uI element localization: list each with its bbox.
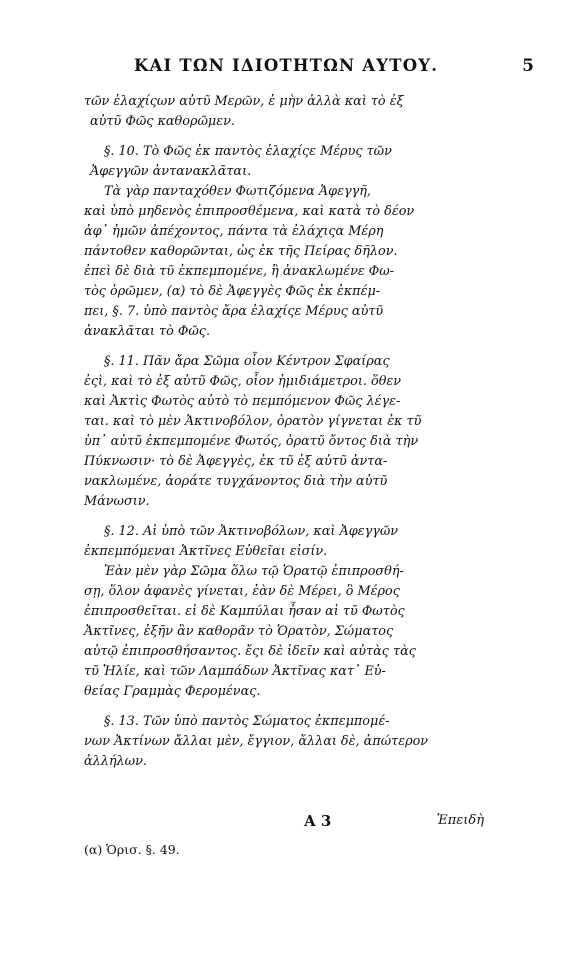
text-line: Μάνωσιν.	[84, 494, 150, 509]
text-line: ὑπ᾽ αὐτῦ ἐκπεμπομένε Φωτός, ὁρατῦ ὄντος διὰ τὴν	[84, 434, 419, 449]
text-line: Ἀφεγγῶν ἀντανακλᾶται.	[90, 164, 252, 179]
signature-mark: A 3	[304, 812, 332, 830]
section-heading: §. 13. Τῶν ὑπὸ παντὸς Σώματος ἐκπεμπομέ-	[104, 714, 390, 729]
text-line: πει, §. 7. ὑπὸ παντὸς ἄρα ἐλαχίςε Μέρυς αὐτῦ	[84, 304, 384, 319]
text-line: πάντοθεν καθορῶνται, ὡς ἐκ τῆς Πείρας δῆλον.	[84, 244, 398, 259]
text-line: νων Ἀκτίνων ἄλλαι μὲν, ἔγγιον, ἄλλαι δὲ, ἀπώτερον	[84, 734, 429, 749]
text-line: ἐςὶ, καὶ τὸ ἐξ αὐτῦ Φῶς, οἷον ἡμιδιάμετροι. ὅθεν	[84, 374, 402, 389]
text-line: καὶ ὑπὸ μηδενὸς ἐπιπροσθέμενα, καὶ κατὰ τὸ δέον	[84, 204, 415, 219]
text-line: σῃ, ὅλον ἀφανὲς γίνεται, ἐὰν δὲ Μέρει, ὃ Μέρος	[84, 584, 400, 599]
text-line: ἐκπεμπόμεναι Ἀκτῖνες Εὐθεῖαι εἰσίν.	[84, 544, 328, 559]
text-line: ἀλλήλων.	[84, 754, 147, 769]
section-heading: §. 12. Αἱ ὑπὸ τῶν Ἀκτινοβόλων, καὶ Ἀφεγγῶν	[104, 524, 399, 539]
text-line: ται. καὶ τὸ μὲν Ἀκτινοβόλον, ὁρατὸν γίγνεται ἐκ τῦ	[84, 414, 422, 429]
catchword: Ἐπειδὴ	[436, 813, 484, 828]
section-heading: §. 11. Πᾶν ἄρα Σῶμα οἷον Κέντρον Σφαίρας	[104, 354, 390, 369]
text-line: ἀνακλᾶται τὸ Φῶς.	[84, 324, 211, 339]
text-line: ἐπιπροσθεῖται. εἰ δὲ Καμπύλαι ἦσαν αἱ τῦ Φωτὸς	[84, 604, 405, 619]
text-line: αὐτῷ ἐπιπροσθήσαντος. ἔςι δὲ ἰδεῖν καὶ αὐτὰς τὰς	[84, 644, 416, 659]
section-heading: §. 10. Τὸ Φῶς ἐκ παντὸς ἐλαχίςε Μέρυς τῶν	[104, 144, 392, 159]
text-line: καὶ Ἀκτὶς Φωτὸς αὐτὸ τὸ πεμπόμενον Φῶς λέγε-	[84, 394, 401, 409]
text-line: τὸς ὁρῶμεν, (α) τὸ δὲ Ἀφεγγὲς Φῶς ἐκ ἐκπέμ-	[84, 284, 381, 299]
text-line: αὐτῦ Φῶς καθορῶμεν.	[90, 114, 235, 129]
text-line: ἐπεὶ δὲ διὰ τῦ ἐκπεμπομένε, ἢ ἀνακλωμένε Φω-	[84, 264, 395, 279]
text-line: Ἀκτῖνες, ἐξῆν ἂν καθορᾶν τὸ Ὁρατὸν, Σώματος	[84, 624, 394, 639]
text-line: τῶν ἐλαχίςων αὐτῦ Μερῶν, ἐ μὴν ἀλλὰ καὶ τὸ ἐξ	[84, 94, 404, 109]
page-header	[134, 56, 534, 84]
text-line: θείας Γραμμὰς Φερομένας.	[84, 684, 261, 699]
running-head: ΚΑΙ ΤΩΝ ΙΔΙΟΤΗΤΩΝ ΑΥΤΟΥ.	[134, 56, 439, 75]
footnote: (α) Ὁρισ. §. 49.	[84, 842, 180, 857]
text-line: ἀφ᾽ ἡμῶν ἀπέχοντος, πάντα τὰ ἐλάχιςα Μέρη	[84, 224, 384, 239]
page-footer	[84, 812, 484, 882]
page-number: 5	[522, 56, 534, 76]
body-text	[84, 92, 484, 772]
text-line: νακλωμένε, ἀοράτε τυγχάνοντος διὰ τὴν αὐτῦ	[84, 474, 388, 489]
text-line: τῦ Ἡλίε, καὶ τῶν Λαμπάδων Ἀκτῖνας κατ᾽ Εὐ-	[84, 664, 386, 679]
text-line: Πύκνωσιν· τὸ δὲ Ἀφεγγὲς, ἐκ τῦ ἐξ αὐτῦ ἀντα-	[84, 454, 388, 469]
text-line: Ἐὰν μὲν γὰρ Σῶμα ὅλω τῷ Ὁρατῷ ἐπιπροσθή-	[104, 564, 404, 579]
text-line: Τὰ γὰρ πανταχόθεν Φωτιζόμενα Ἀφεγγῆ,	[104, 184, 371, 199]
